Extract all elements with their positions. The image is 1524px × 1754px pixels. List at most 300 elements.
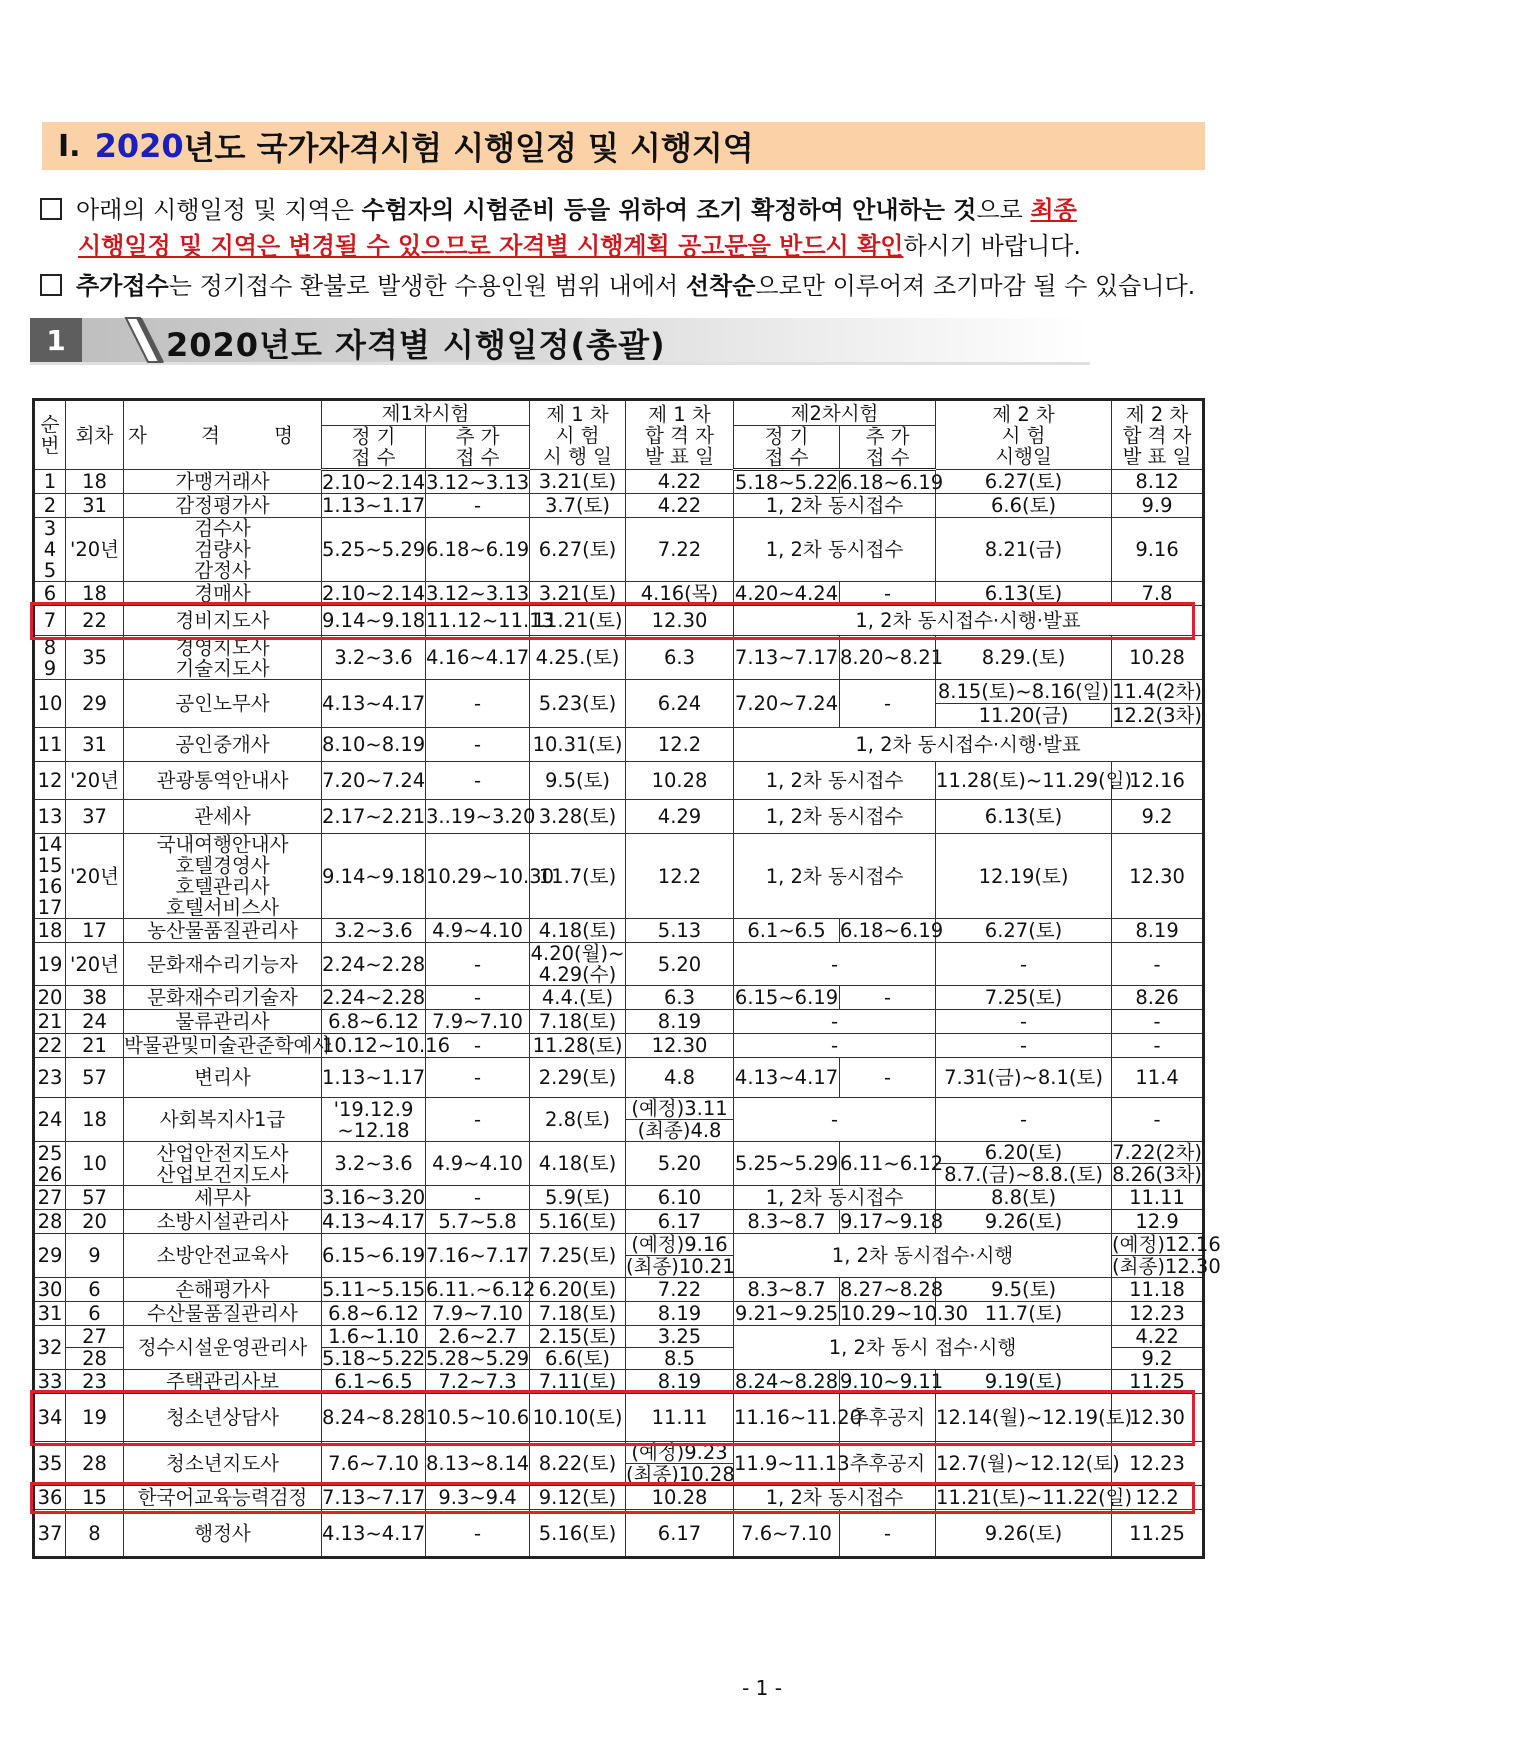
cell-first-date: 11.7(토) — [530, 834, 626, 919]
header-first-result: 제 1 차 합 격 자 발 표 일 — [626, 400, 734, 470]
cell-first-result: 4.22 — [626, 470, 734, 494]
cell-second-result: 12.30 — [1112, 1394, 1204, 1442]
cell-regular-2: 8.3~8.7 — [734, 1278, 840, 1302]
cell-name: 박물관및미술관준학예사 — [124, 1034, 332, 1057]
cell-name: 수산물품질관리사 — [124, 1302, 322, 1326]
cell-name: 문화재수리기능자 — [124, 943, 322, 986]
cell-regular-1: 4.13~4.17 — [322, 680, 426, 728]
cell-second-result: 8.26 — [1112, 986, 1204, 1010]
cell-second-result: - — [1112, 943, 1204, 986]
table-row — [34, 636, 1204, 680]
cell-regular-1: 1.13~1.17 — [322, 1058, 426, 1098]
cell-first-date: 3.21(토) — [530, 470, 626, 494]
cell-additional-2: - — [840, 680, 936, 728]
cell-additional-1: 2.6~2.7 — [426, 1326, 530, 1348]
cell-additional-2: 6.18~6.19 — [840, 470, 944, 494]
cell-second-date: 12.7(월)~12.12(토) — [936, 1442, 1112, 1486]
cell-first-date: 7.11(토) — [530, 1370, 626, 1394]
cell-second-result: 12.16 — [1112, 762, 1204, 800]
cell-first-result: 4.16(목) — [626, 582, 734, 606]
cell-round: 8 — [66, 1510, 124, 1558]
table-row — [34, 1234, 1204, 1256]
table-row — [34, 518, 1204, 582]
title-year: 2020 — [94, 127, 184, 165]
cell-first-date: 10.31(토) — [530, 728, 626, 762]
cell-regular-1: 5.11~5.15 — [322, 1278, 426, 1301]
table-row — [34, 728, 1204, 762]
cell-second-result: 8.12 — [1112, 470, 1204, 494]
cell-second-result: 10.28 — [1112, 636, 1204, 680]
cell-regular-1: 9.14~9.18 — [322, 606, 426, 636]
cell-first-result: 12.30 — [626, 1034, 734, 1058]
cell-additional-1: 5.7~5.8 — [426, 1210, 530, 1234]
cell-first-date: 4.18(토) — [530, 1142, 626, 1186]
table-row — [34, 762, 1204, 800]
cell-second-combined: 1, 2차 동시접수·시행·발표 — [734, 728, 1204, 762]
cell-regular-1: 4.13~4.17 — [322, 1210, 426, 1233]
cell-additional-2: 9.17~9.18 — [840, 1210, 944, 1233]
table-row — [34, 1210, 1204, 1234]
cell-second-date: 11.7(토) — [936, 1302, 1112, 1326]
cell-round: 28 — [66, 1442, 124, 1486]
cell-additional-2: 6.11~6.12 — [840, 1142, 936, 1186]
cell-first-result: (최종)10.28 — [626, 1463, 735, 1486]
table-row — [34, 943, 1204, 986]
cell-first-result: 3.25 — [626, 1326, 734, 1348]
cell-first-result: 10.28 — [626, 762, 734, 800]
cell-first-date: 5.9(토) — [530, 1186, 626, 1210]
cell-additional-2: 추후공지 — [840, 1394, 936, 1442]
cell-first-result: (예정)9.23 — [626, 1442, 734, 1464]
table-row — [34, 494, 1204, 518]
cell-seq: 14 15 16 17 — [34, 834, 66, 919]
cell-regular-1: 6.8~6.12 — [322, 1010, 426, 1034]
cell-round: 18 — [66, 1098, 124, 1142]
cell-additional-1: 3.12~3.13 — [426, 470, 530, 494]
cell-round: 9 — [66, 1234, 124, 1278]
cell-regular-2: 8.3~8.7 — [734, 1210, 840, 1234]
cell-name: 청소년상담사 — [124, 1394, 322, 1442]
cell-second-date: 11.28(토)~11.29(일) — [936, 762, 1112, 800]
header-round: 회차 — [66, 400, 124, 470]
table-row — [34, 1278, 1204, 1302]
cell-name: 주택관리사보 — [124, 1370, 322, 1394]
table-row — [34, 1034, 1204, 1058]
cell-seq: 20 — [34, 986, 66, 1010]
notice-text: 하시기 바랍니다. — [903, 232, 1081, 260]
cell-round: 18 — [66, 470, 124, 494]
cell-additional-1: - — [426, 1098, 530, 1142]
cell-additional-2: - — [840, 1058, 936, 1098]
cell-first-date: 2.15(토) — [530, 1326, 626, 1348]
cell-second-date: 7.25(토) — [936, 986, 1112, 1010]
cell-round: 57 — [66, 1058, 124, 1098]
cell-regular-1: 5.25~5.29 — [322, 518, 426, 582]
cell-first-date: 6.27(토) — [530, 518, 626, 582]
cell-seq: 27 — [34, 1186, 66, 1210]
cell-second-result: 12.9 — [1112, 1210, 1204, 1234]
cell-first-date: 4.25.(토) — [530, 636, 626, 680]
header-additional-1: 추 가 접 수 — [426, 426, 530, 470]
cell-first-result: 8.19 — [626, 1010, 734, 1034]
cell-round: 35 — [66, 636, 124, 680]
cell-name: 정수시설운영관리사 — [124, 1326, 322, 1370]
cell-second-result: (최종)12.30 — [1112, 1255, 1221, 1278]
notice-text: 아래의 시행일정 및 지역은 — [76, 196, 362, 224]
cell-regular-2: 11.16~11.20 — [734, 1394, 840, 1442]
cell-seq: 36 — [34, 1486, 66, 1510]
cell-round: 20 — [66, 1210, 124, 1234]
cell-additional-1: 7.2~7.3 — [426, 1370, 530, 1394]
cell-additional-1: 10.5~10.6 — [426, 1394, 530, 1442]
cell-name: 소방시설관리사 — [124, 1210, 322, 1234]
cell-second-date: - — [936, 1034, 1112, 1058]
cell-round: 17 — [66, 919, 124, 943]
cell-second-result: 12.23 — [1112, 1302, 1204, 1326]
cell-name: 세무사 — [124, 1186, 322, 1210]
cell-regular-1: 6.8~6.12 — [322, 1302, 426, 1326]
cell-second-registration: 1, 2차 동시접수 — [734, 762, 936, 800]
cell-seq: 37 — [34, 1510, 66, 1558]
cell-first-date: 10.10(토) — [530, 1394, 626, 1442]
cell-additional-1: - — [426, 762, 530, 800]
table-row — [34, 680, 1204, 704]
cell-second-registration: 1, 2차 동시접수 — [734, 494, 936, 518]
cell-regular-1: 7.20~7.24 — [322, 762, 426, 800]
title-text: 년도 국가자격시험 시행일정 및 시행지역 — [183, 129, 754, 167]
cell-regular-2: 11.9~11.13 — [734, 1442, 840, 1486]
cell-seq: 6 — [34, 582, 66, 606]
cell-first-result: 7.22 — [626, 1278, 734, 1302]
cell-additional-1: 7.16~7.17 — [426, 1234, 530, 1278]
cell-name: 변리사 — [124, 1058, 322, 1098]
notice-bold: 선착순 — [685, 272, 756, 300]
cell-seq: 35 — [34, 1442, 66, 1486]
cell-first-date: 3.7(토) — [530, 494, 626, 518]
table-row — [34, 1302, 1204, 1326]
cell-seq: 7 — [34, 606, 66, 636]
cell-second-date: 6.20(토) — [936, 1142, 1112, 1164]
title-roman-numeral: Ⅰ. — [58, 128, 81, 164]
cell-seq: 33 — [34, 1370, 66, 1394]
cell-name: 경매사 — [124, 582, 322, 606]
cell-round: 28 — [66, 1348, 124, 1370]
cell-name: 손해평가사 — [124, 1278, 322, 1302]
cell-second-date: 6.27(토) — [936, 470, 1112, 494]
cell-regular-2: 5.18~5.22 — [734, 470, 839, 494]
table-row — [34, 1186, 1204, 1210]
cell-name: 공인노무사 — [124, 680, 322, 728]
header-additional-2: 추 가 접 수 — [840, 426, 936, 470]
highlight-row-7 — [30, 602, 1195, 640]
table-row — [34, 1142, 1204, 1164]
cell-name: 한국어교육능력검정 — [124, 1486, 322, 1510]
cell-regular-1: 5.18~5.22 — [322, 1347, 426, 1370]
table-row — [34, 986, 1204, 1010]
cell-first-date: 9.5(토) — [530, 762, 626, 800]
cell-second-result: 9.9 — [1112, 494, 1204, 518]
cell-round: 38 — [66, 986, 124, 1010]
cell-round: 29 — [66, 680, 124, 728]
cell-additional-2: - — [840, 582, 936, 606]
cell-first-date: 5.16(토) — [530, 1210, 626, 1234]
cell-first-result: 5.13 — [626, 919, 734, 943]
cell-second-registration: 1, 2차 동시접수 — [734, 1186, 936, 1210]
cell-second-date: 12.14(월)~12.19(토) — [936, 1394, 1112, 1442]
cell-first-result: 10.28 — [626, 1486, 734, 1510]
cell-second-date: 8.15(토)~8.16(일) — [936, 680, 1112, 704]
cell-first-result: 4.22 — [626, 494, 734, 518]
cell-name: 문화재수리기술자 — [124, 986, 322, 1010]
cell-second-date: 11.20(금) — [936, 704, 1112, 728]
cell-regular-1: 7.13~7.17 — [322, 1486, 426, 1509]
cell-first-result: 7.22 — [626, 518, 734, 582]
cell-second-date: 8.7.(금)~8.8.(토) — [936, 1164, 1112, 1186]
cell-second-result: 12.2 — [1112, 1486, 1204, 1510]
cell-second-result: - — [1112, 1098, 1204, 1142]
cell-second-registration: 1, 2차 동시접수 — [734, 800, 936, 834]
cell-first-date: 5.23(토) — [530, 680, 626, 728]
cell-regular-1: '19.12.9 ~12.18 — [322, 1098, 426, 1142]
cell-second-result: 11.25 — [1112, 1370, 1204, 1394]
notice-warning: 최종 — [1030, 196, 1077, 224]
table-row — [34, 470, 1204, 494]
cell-round: 10 — [66, 1142, 124, 1186]
cell-regular-2: 5.25~5.29 — [734, 1142, 840, 1186]
cell-round: 37 — [66, 800, 124, 834]
cell-first-result: 6.17 — [626, 1510, 734, 1558]
cell-additional-1: - — [426, 986, 530, 1010]
cell-additional-1: 9.3~9.4 — [426, 1486, 530, 1510]
cell-seq: 1 — [34, 470, 66, 494]
cell-regular-1: 1.6~1.10 — [322, 1326, 426, 1348]
cell-additional-2: - — [840, 986, 936, 1010]
cell-name: 산업안전지도사 산업보건지도사 — [124, 1142, 322, 1186]
cell-seq: 28 — [34, 1210, 66, 1234]
cell-additional-1: - — [426, 728, 530, 762]
cell-seq: 24 — [34, 1098, 66, 1142]
cell-additional-1: - — [426, 943, 530, 986]
cell-additional-1: 11.12~11.13 — [426, 606, 530, 636]
cell-seq: 31 — [34, 1302, 66, 1326]
cell-second-result: 11.18 — [1112, 1278, 1204, 1302]
cell-regular-2: 9.21~9.25 — [734, 1302, 839, 1325]
cell-seq: 2 — [34, 494, 66, 518]
cell-second-result: 11.25 — [1112, 1510, 1204, 1558]
header-first-date: 제 1 차 시 험 시 행 일 — [530, 400, 626, 470]
cell-additional-1: 5.28~5.29 — [426, 1347, 530, 1370]
cell-first-date: 7.18(토) — [530, 1302, 626, 1326]
cell-first-date: 11.21(토) — [530, 606, 626, 636]
exam-schedule-table — [32, 398, 1221, 1559]
cell-first-date: 9.12(토) — [530, 1486, 626, 1510]
table-row — [34, 834, 1204, 919]
cell-first-date: 3.28(토) — [530, 800, 626, 834]
cell-first-date: 2.29(토) — [530, 1058, 626, 1098]
cell-name: 공인중개사 — [124, 728, 322, 762]
cell-second-date: 9.26(토) — [936, 1510, 1112, 1558]
notice-text: 으로만 이루어져 조기마감 될 수 있습니다. — [755, 272, 1196, 300]
cell-additional-1: 7.9~7.10 — [426, 1010, 530, 1034]
header-second-exam: 제2차시험 — [734, 400, 936, 426]
cell-name: 감정평가사 — [124, 494, 322, 518]
cell-second-result: 9.16 — [1112, 518, 1204, 582]
notice-text: 으로 — [976, 196, 1031, 224]
cell-second-registration: - — [734, 1010, 936, 1034]
cell-first-date: 7.25(토) — [530, 1234, 626, 1278]
notice-bold: 추가접수 — [76, 272, 169, 300]
cell-second-combined: 1, 2차 동시접수·시행 — [734, 1234, 1112, 1278]
cell-first-result: 6.17 — [626, 1210, 734, 1234]
cell-second-registration: 1, 2차 동시접수 — [734, 834, 936, 919]
cell-seq: 34 — [34, 1394, 66, 1442]
cell-regular-1: 2.17~2.21 — [322, 800, 426, 834]
cell-second-result: 11.11 — [1112, 1186, 1204, 1210]
table-row — [34, 1058, 1204, 1098]
cell-second-date: 6.6(토) — [936, 494, 1112, 518]
cell-round: 6 — [66, 1302, 124, 1326]
section-title: 2020년도 자격별 시행일정(총괄) — [166, 326, 666, 364]
cell-additional-1: - — [426, 1510, 530, 1558]
cell-name: 국내여행안내사 호텔경영사 호텔관리사 호텔서비스사 — [124, 834, 322, 919]
cell-first-result: (예정)9.16 — [626, 1234, 734, 1256]
cell-regular-1: 7.6~7.10 — [322, 1442, 426, 1486]
cell-first-date: 4.20(월)~ 4.29(수) — [530, 942, 625, 986]
cell-second-date: 8.21(금) — [936, 518, 1112, 582]
cell-regular-1: 10.12~10.16 — [322, 1034, 450, 1057]
cell-second-result: 12.2(3차) — [1112, 704, 1202, 727]
cell-second-registration: 1, 2차 동시접수 — [734, 1486, 936, 1510]
cell-name: 농산물품질관리사 — [124, 919, 322, 943]
cell-round: 31 — [66, 728, 124, 762]
cell-additional-1: - — [426, 1034, 530, 1058]
cell-second-result: 4.22 — [1112, 1326, 1204, 1348]
cell-regular-2: 8.24~8.28 — [734, 1370, 839, 1393]
cell-second-date: 12.19(토) — [936, 834, 1112, 919]
cell-first-result: 5.20 — [626, 1142, 734, 1186]
cell-second-result: - — [1112, 1034, 1204, 1058]
cell-round: 31 — [66, 494, 124, 518]
cell-second-result: 9.2 — [1112, 1348, 1204, 1370]
cell-second-result: 7.8 — [1112, 582, 1204, 606]
cell-name: 경영지도사 기술지도사 — [124, 636, 322, 680]
cell-seq: 3 4 5 — [34, 518, 66, 582]
cell-first-result: 12.2 — [626, 728, 734, 762]
cell-seq: 25 26 — [34, 1142, 66, 1186]
cell-name: 검수사 검량사 감정사 — [124, 518, 322, 582]
cell-additional-1: 10.29~10.30 — [426, 834, 530, 919]
cell-regular-2: 7.6~7.10 — [734, 1510, 840, 1558]
cell-round: '20년 — [66, 834, 124, 919]
cell-additional-1: - — [426, 680, 530, 728]
table-row — [34, 1098, 1204, 1120]
cell-first-result: 6.3 — [626, 986, 734, 1010]
cell-additional-1: 6.11.~6.12 — [426, 1278, 536, 1301]
cell-seq: 23 — [34, 1058, 66, 1098]
cell-second-date: 6.27(토) — [936, 919, 1112, 943]
cell-seq: 30 — [34, 1278, 66, 1302]
cell-first-date: 5.16(토) — [530, 1510, 626, 1558]
header-second-result: 제 2 차 합 격 자 발 표 일 — [1112, 400, 1204, 470]
cell-name: 행정사 — [124, 1510, 322, 1558]
cell-round: 6 — [66, 1278, 124, 1302]
cell-second-result: - — [1112, 1010, 1204, 1034]
table-row — [34, 1510, 1204, 1558]
cell-seq: 11 — [34, 728, 66, 762]
cell-seq: 21 — [34, 1010, 66, 1034]
cell-regular-2: 6.15~6.19 — [734, 986, 839, 1009]
table-row — [34, 1326, 1204, 1348]
cell-first-result: 6.24 — [626, 680, 734, 728]
cell-second-result: 12.23 — [1112, 1442, 1204, 1486]
cell-additional-1: 4.9~4.10 — [426, 919, 530, 943]
cell-second-date: 9.5(토) — [936, 1278, 1112, 1302]
cell-second-date: 11.21(토)~11.22(일) — [936, 1486, 1133, 1509]
cell-regular-1: 1.13~1.17 — [322, 494, 426, 517]
cell-second-registration: - — [734, 943, 936, 986]
cell-round: '20년 — [66, 943, 124, 986]
cell-seq: 22 — [34, 1034, 66, 1058]
cell-name: 사회복지사1급 — [124, 1098, 322, 1142]
header-regular-1: 정 기 접 수 — [322, 426, 426, 470]
cell-first-result: 11.11 — [626, 1394, 734, 1442]
cell-regular-2: 7.20~7.24 — [734, 680, 840, 728]
cell-first-date: 6.20(토) — [530, 1278, 626, 1302]
cell-name: 관세사 — [124, 800, 322, 834]
cell-name: 소방안전교육사 — [124, 1234, 322, 1278]
cell-regular-1: 8.10~8.19 — [322, 728, 426, 762]
cell-additional-2: 9.10~9.11 — [840, 1370, 944, 1393]
cell-round: 57 — [66, 1186, 124, 1210]
cell-additional-2: 8.20~8.21 — [840, 636, 936, 680]
cell-regular-1: 6.15~6.19 — [322, 1234, 426, 1278]
cell-additional-1: - — [426, 1186, 530, 1210]
cell-second-registration: - — [734, 1034, 936, 1058]
cell-second-result: 7.22(2차) — [1112, 1141, 1202, 1164]
cell-additional-1: 4.9~4.10 — [426, 1142, 530, 1186]
cell-second-combined: 1, 2차 동시접수·시행·발표 — [734, 606, 1204, 636]
checkbox-square-icon — [40, 198, 62, 220]
cell-additional-2: - — [840, 1510, 936, 1558]
cell-additional-1: - — [426, 494, 530, 518]
cell-additional-1: 4.16~4.17 — [426, 636, 530, 680]
cell-regular-1: 2.10~2.14 — [322, 582, 426, 605]
cell-seq: 10 — [34, 680, 66, 728]
cell-second-date: 9.19(토) — [936, 1370, 1112, 1394]
cell-first-date: 6.6(토) — [530, 1348, 626, 1370]
section-number: 1 — [30, 318, 82, 362]
cell-second-date: - — [936, 943, 1112, 986]
cell-second-date: - — [936, 1010, 1112, 1034]
cell-round: 24 — [66, 1010, 124, 1034]
cell-seq: 32 — [34, 1326, 66, 1370]
cell-regular-1: 8.24~8.28 — [322, 1394, 426, 1442]
table-row — [34, 1010, 1204, 1034]
cell-first-result: 6.10 — [626, 1186, 734, 1210]
cell-regular-2: 4.20~4.24 — [734, 582, 839, 605]
cell-second-date: 6.13(토) — [936, 800, 1112, 834]
notice-text: 는 정기접수 환불로 발생한 수용인원 범위 내에서 — [168, 272, 686, 300]
cell-second-result: 11.4 — [1112, 1058, 1204, 1098]
cell-first-result: 6.3 — [626, 636, 734, 680]
cell-round: 19 — [66, 1394, 124, 1442]
cell-seq: 19 — [34, 943, 66, 986]
cell-round: 27 — [66, 1326, 124, 1348]
cell-first-date: 11.28(토) — [530, 1034, 626, 1058]
cell-regular-2: 4.13~4.17 — [734, 1058, 840, 1098]
header-seq: 순 번 — [34, 400, 66, 470]
cell-regular-1: 4.13~4.17 — [322, 1510, 426, 1558]
